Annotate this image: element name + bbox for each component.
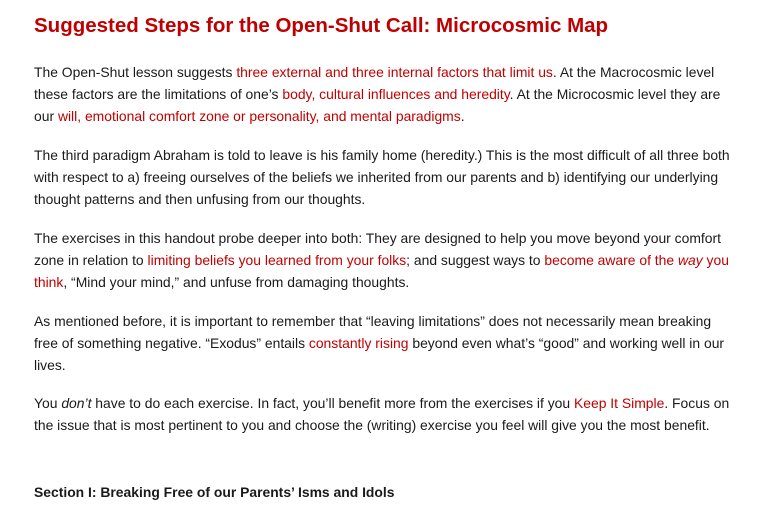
paragraph-text: The third paradigm Abraham is told to leave is his family home (heredity.) This is the most difficult of all three both with respect to a) freeing ourselves of the beliefs we inherited from our parents and b) identifying our underlying thought patterns and then unfusing from our thoughts.	[34, 147, 730, 207]
highlight-text: you think	[34, 252, 729, 290]
emphasis-text: don’t	[61, 395, 92, 411]
highlight-text: constantly rising	[308, 335, 409, 351]
paragraph-text: . At the Macrocosmic level these factors are the limitations of one’s	[34, 64, 715, 102]
highlight-text: become aware of the	[544, 252, 678, 268]
highlight-text: limiting beliefs you learned from your folks	[147, 252, 407, 268]
section-heading: Section I: Breaking Free of our Parents’ Isms and Idols	[34, 484, 395, 500]
highlight-text: Keep It Simple	[574, 395, 665, 411]
paragraph-text: . At the Microcosmic level they are our	[34, 86, 721, 124]
paragraph-text: , “Mind your mind,” and unfuse from damaging thoughts.	[63, 274, 410, 290]
paragraph-text: .	[460, 108, 465, 124]
paragraph-exercises	[34, 227, 734, 293]
paragraph-intro	[34, 61, 734, 127]
paragraph-text: beyond even what’s “good” and working well in our lives.	[34, 335, 725, 373]
paragraph-limitations	[34, 310, 734, 376]
paragraph-text: You	[34, 395, 62, 411]
highlight-emphasis-text: way	[677, 252, 703, 268]
paragraph-text: have to do each exercise. In fact, you’ll benefit more from the exercises if you	[91, 395, 574, 411]
paragraph-text: The exercises in this handout probe deeper into both: They are designed to help you move beyond your comfort zone in relation to	[34, 230, 721, 268]
paragraph-text: As mentioned before, it is important to remember that “leaving limitations” does not necessarily mean breaking free of something negative. “Exodus” entails	[34, 313, 712, 351]
paragraph-keep-simple	[34, 392, 734, 436]
paragraph-text: ; and suggest ways to	[406, 252, 545, 268]
document-title: Suggested Steps for the Open-Shut Call: Microcosmic Map	[34, 14, 609, 37]
highlight-text: three external and three internal factors that limit us	[236, 64, 553, 80]
highlight-text: will, emotional comfort zone or personality, and mental paradigms	[57, 108, 461, 124]
highlight-text: body, cultural influences and heredity	[282, 86, 510, 102]
paragraph-text: The Open-Shut lesson suggests	[34, 64, 237, 80]
paragraph-heredity	[34, 144, 734, 210]
paragraph-text: . Focus on the issue that is most pertinent to you and choose the (writing) exercise you feel will give you the most benefit.	[34, 395, 730, 433]
